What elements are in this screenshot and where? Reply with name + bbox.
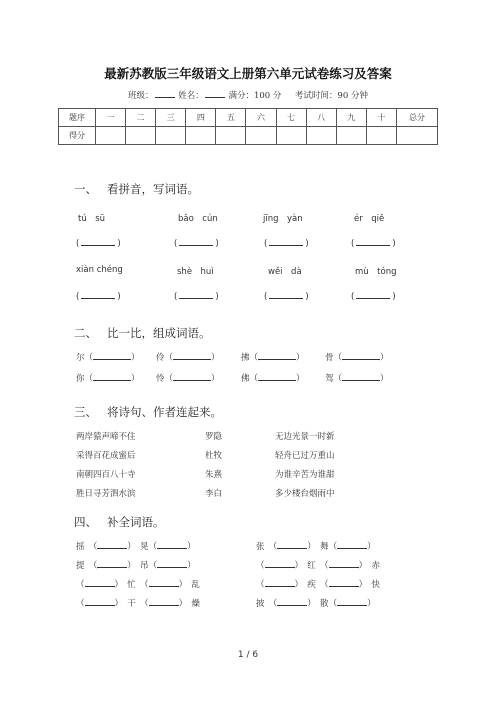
fill-item[interactable]: 摇 （ ） 晃（ ） xyxy=(76,542,196,552)
answer-blank[interactable]: ( ) xyxy=(174,292,219,302)
verse-line[interactable]: 无边光景一时新 xyxy=(275,432,335,442)
pinyin: jīng yàn xyxy=(263,214,303,224)
fill-item[interactable]: 提 （ ） 吊（ ） xyxy=(76,561,196,571)
poem-line[interactable]: 胜日寻芳泗水滨 xyxy=(76,489,136,499)
document-title: 最新苏教版三年级语文上册第六单元试卷练习及答案 xyxy=(104,66,392,81)
pinyin: wěi dà xyxy=(268,267,302,277)
section-title: 将诗句、作者连起来。 xyxy=(107,405,222,419)
pinyin: bǎo cún xyxy=(178,214,218,224)
score-cell[interactable] xyxy=(216,127,246,145)
name-blank[interactable] xyxy=(205,89,225,98)
score-header-cell: 六 xyxy=(246,109,276,127)
score-row-label: 得分 xyxy=(59,127,96,145)
score-header-cell: 五 xyxy=(216,109,246,127)
compare-item[interactable]: 你（ ） xyxy=(76,374,140,384)
section-number: 三、 xyxy=(74,405,97,419)
fill-item[interactable]: （ ） 干 （ ） 燥 xyxy=(76,599,200,609)
author-name[interactable]: 杜牧 xyxy=(205,451,223,461)
fill-item[interactable]: （ ） 忙 （ ） 乱 xyxy=(76,580,200,590)
section-title: 补全词语。 xyxy=(107,515,165,529)
score-header-cell: 八 xyxy=(306,109,336,127)
author-name[interactable]: 李白 xyxy=(205,489,223,499)
score-header-row xyxy=(59,109,438,127)
answer-blank[interactable]: ( ) xyxy=(264,292,309,302)
section-heading xyxy=(74,181,199,197)
score-cell[interactable] xyxy=(246,127,276,145)
section-heading xyxy=(74,325,211,341)
answer-blank[interactable]: ( ) xyxy=(264,239,309,249)
score-cell[interactable] xyxy=(126,127,156,145)
exam-info xyxy=(0,89,496,101)
score-header-cell: 十 xyxy=(366,109,396,127)
compare-item[interactable]: 佛（ ） xyxy=(241,374,305,384)
score-cell[interactable] xyxy=(276,127,306,145)
score-header-cell: 四 xyxy=(186,109,216,127)
section-heading xyxy=(74,514,165,530)
section-number: 一、 xyxy=(74,182,97,196)
poem-line[interactable]: 两岸猿声啼不住 xyxy=(76,432,136,442)
author-name[interactable]: 罗隐 xyxy=(205,432,223,442)
section-number: 二、 xyxy=(74,326,97,340)
verse-line[interactable]: 为谁辛苦为谁甜 xyxy=(275,470,335,480)
fill-item[interactable]: 披 （ ） 散（ ） xyxy=(256,599,376,609)
compare-item[interactable]: 驾（ ） xyxy=(325,374,389,384)
score-cell[interactable] xyxy=(397,127,438,145)
score-cell[interactable] xyxy=(96,127,126,145)
answer-blank[interactable]: ( ) xyxy=(351,292,396,302)
class-blank[interactable] xyxy=(155,89,175,98)
score-cell[interactable] xyxy=(186,127,216,145)
section-number: 四、 xyxy=(74,515,97,529)
fill-item[interactable]: （ ） 红 （ ） 赤 xyxy=(256,561,380,571)
score-table xyxy=(58,108,438,145)
score-header-cell: 三 xyxy=(156,109,186,127)
author-name[interactable]: 朱熹 xyxy=(205,470,223,480)
section-heading xyxy=(74,404,222,420)
pinyin: tú sū xyxy=(78,214,106,224)
name-label: 姓名： xyxy=(178,91,204,101)
poem-line[interactable]: 南朝四百八十寺 xyxy=(76,470,136,480)
score-header-cell: 九 xyxy=(336,109,366,127)
pinyin: shè huì xyxy=(177,267,214,277)
full-score: 满分：100 分 xyxy=(228,91,282,101)
fill-item[interactable]: 张 （ ） 舞（ ） xyxy=(256,542,376,552)
score-header-cell: 总分 xyxy=(397,109,438,127)
compare-item[interactable]: 拂（ ） xyxy=(241,353,305,363)
score-header-cell: 一 xyxy=(96,109,126,127)
pinyin: mù tóng xyxy=(355,267,397,277)
compare-item[interactable]: 怜（ ） xyxy=(156,374,220,384)
section-title: 比一比，组成词语。 xyxy=(107,326,211,340)
answer-blank[interactable]: ( ) xyxy=(76,239,121,249)
section-title: 看拼音，写词语。 xyxy=(107,182,199,196)
fill-item[interactable]: （ ） 疾 （ ） 快 xyxy=(256,580,380,590)
score-row xyxy=(59,127,438,145)
score-cell[interactable] xyxy=(336,127,366,145)
compare-item[interactable]: 尔（ ） xyxy=(76,353,140,363)
score-cell[interactable] xyxy=(366,127,396,145)
pinyin: ér qiě xyxy=(354,214,385,224)
verse-line[interactable]: 多少楼台烟雨中 xyxy=(275,489,335,499)
score-cell[interactable] xyxy=(156,127,186,145)
exam-time: 考试时间：90 分钟 xyxy=(294,91,368,101)
answer-blank[interactable]: ( ) xyxy=(174,239,219,249)
score-header-cell: 七 xyxy=(276,109,306,127)
verse-line[interactable]: 轻舟已过万重山 xyxy=(275,451,335,461)
compare-item[interactable]: 伶（ ） xyxy=(156,353,220,363)
answer-blank[interactable]: ( ) xyxy=(351,239,396,249)
page-number: 1 / 6 xyxy=(237,650,259,660)
answer-blank[interactable]: ( ) xyxy=(76,292,121,302)
score-header-cell: 二 xyxy=(126,109,156,127)
score-header-cell: 题序 xyxy=(59,109,96,127)
score-cell[interactable] xyxy=(306,127,336,145)
compare-item[interactable]: 骨（ ） xyxy=(325,353,389,363)
pinyin: xiàn chéng xyxy=(76,265,123,275)
class-label: 班级： xyxy=(128,91,154,101)
poem-line[interactable]: 采得百花成蜜后 xyxy=(76,451,136,461)
